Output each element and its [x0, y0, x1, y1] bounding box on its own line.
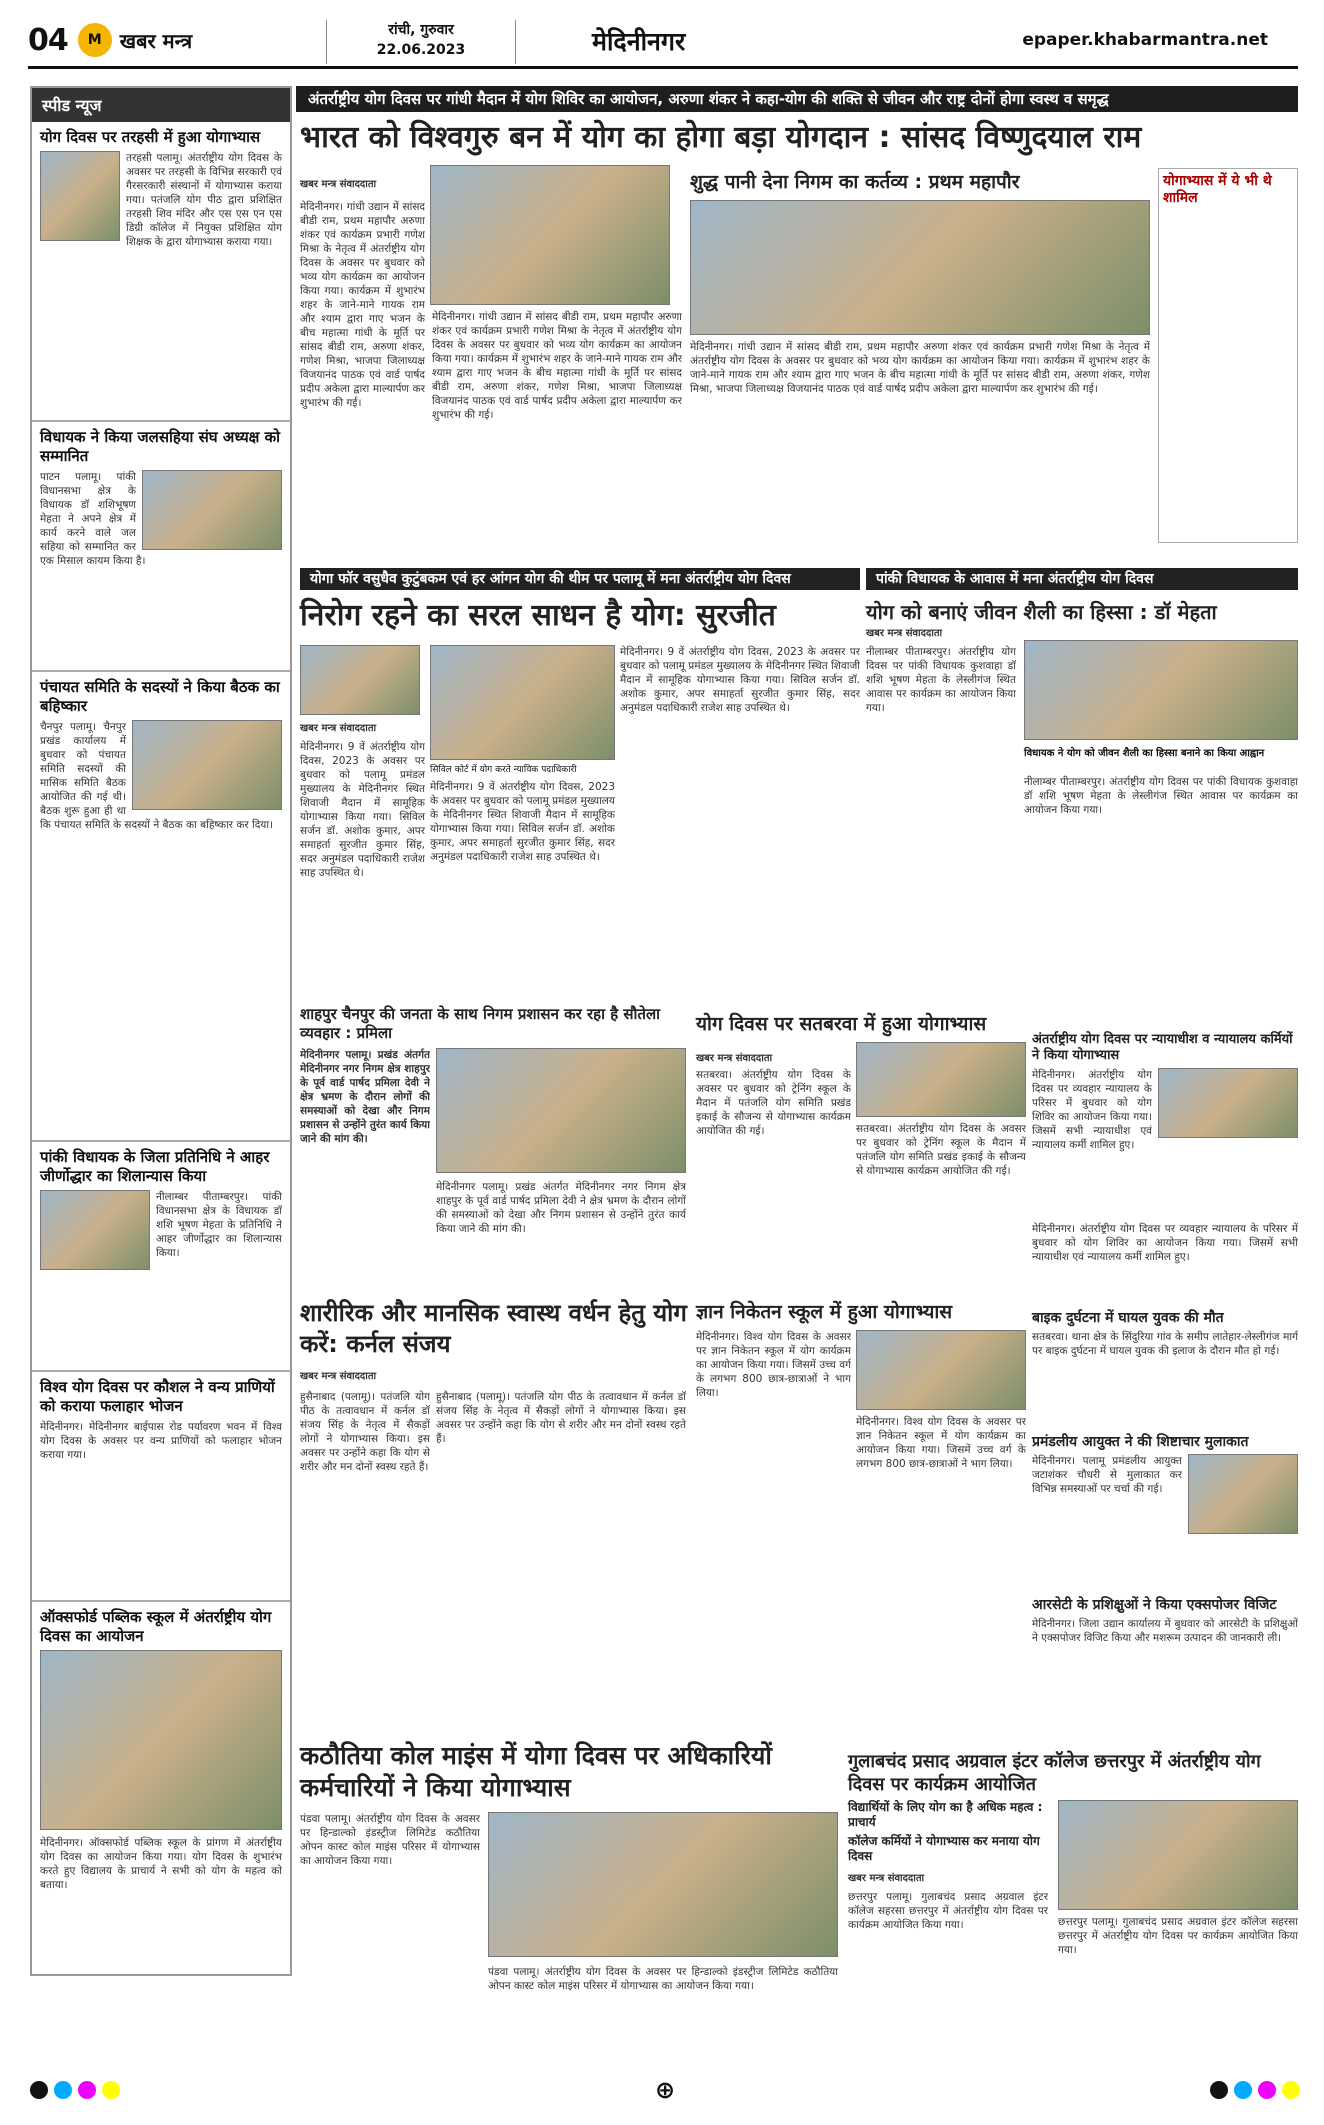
lead-headline: भारत को विश्वगुरु बन में योग का होगा बड़ा योगदान : सांसद विष्णुदयाल राम: [300, 120, 1142, 155]
lead-photo-right: [690, 200, 1150, 335]
story13-text-2: छत्तरपुर पलामू। गुलाबचंद प्रसाद अग्रवाल इंटर कॉलेज सहरसा छत्तरपुर में अंतर्राष्ट्रीय योग दिवस पर कार्यक्रम आयोजित किया गया।: [1058, 1916, 1298, 1956]
story4-text-2: मेदिनीनगर पलामू। प्रखंड अंतर्गत मेदिनीनगर नगर निगम क्षेत्र शाहपुर के पूर्व वार्ड पार्षद प्रमिला देवी ने क्षेत्र भ्रमण के दौरान लोगों की समस्याओं को देखा और निगम प्रशासन से उन्होंने तुरंत कार्य किया जाने की मांग की।: [436, 1181, 686, 1235]
story2-caption: सिविल कोर्ट में योग करते न्यायिक पदाधिकारी: [430, 765, 577, 775]
story6-headline: अंतर्राष्ट्रीय योग दिवस पर न्यायाधीश व न्यायालय कर्मियों ने किया योगाभ्यास: [1032, 1032, 1293, 1063]
story4-text: मेदिनीनगर पलामू। प्रखंड अंतर्गत मेदिनीनगर नगर निगम क्षेत्र शाहपुर के पूर्व वार्ड पार्षद प्रमिला देवी ने क्षेत्र भ्रमण के दौरान लोगों की समस्याओं को देखा और निगम प्रशासन से उन्होंने तुरंत कार्य किया जाने की मांग की।: [300, 1049, 430, 1145]
story9-headline: आरसेटी के प्रशिक्षुओं ने किया एक्सपोजर विजिट: [1032, 1597, 1277, 1613]
lead-byline: खबर मन्त्र संवाददाता: [300, 179, 377, 190]
cyan-dot-icon: [1234, 2081, 1252, 2099]
list-item: [32, 1372, 290, 1602]
sidebar-item-title: पंचायत समिति के सदस्यों ने किया बैठक का बहिष्कार: [40, 678, 280, 715]
story12-photo: [488, 1812, 838, 1957]
story11-headline: ज्ञान निकेतन स्कूल में हुआ योगाभ्यास: [696, 1301, 953, 1323]
story10-headline: शारीरिक और मानसिक स्वास्थ वर्धन हेतु योग करें: कर्नल संजय: [300, 1299, 687, 1358]
story6-photo: [1158, 1068, 1298, 1138]
story3-headline: योग को बनाएं जीवन शैली का हिस्सा : डॉ मेहता: [866, 600, 1217, 624]
story13-headline: गुलाबचंद प्रसाद अग्रवाल इंटर कॉलेज छत्तरपुर में अंतर्राष्ट्रीय योग दिवस पर कार्यक्रम आयोजित: [848, 1751, 1261, 1795]
sidebar-item-title: योग दिवस पर तरहसी में हुआ योगाभ्यास: [40, 128, 261, 146]
color-dots-left: [30, 2081, 120, 2099]
lead-text-2: मेदिनीनगर। गांधी उद्यान में सांसद बीडी राम, प्रथम महापौर अरुणा शंकर एवं कार्यक्रम प्रभारी गणेश मिश्रा के नेतृत्व में अंतर्राष्ट्रीय योग दिवस के अवसर पर बुधवार को भव्य योग कार्यक्रम का आयोजन किया गया। कार्यक्रम में शुभारंभ शहर के जाने-माने गायक राम और श्याम द्वारा गाए भजन के बीच महात्मा गांधी के मूर्ति पर सांसद बीडी राम, अरुणा शंकर, गणेश मिश्रा, भाजपा जिलाध्यक्ष विजयानंद पाठक एवं वार्ड पार्षद प्रदीप अकेला द्वारा माल्यार्पण कर शुभारंभ की गई।: [432, 311, 682, 421]
dateline-date: 22.06.2023: [376, 42, 466, 58]
side-box: [1158, 168, 1298, 543]
news-photo: [132, 720, 282, 810]
story12-text-2: पंडवा पलामू। अंतर्राष्ट्रीय योग दिवस के अवसर पर हिन्डाल्को इंडस्ट्रीज लिमिटेड कठौतिया ओपन कास्ट कोल माइंस परिसर में योगाभ्यास का आयोजन किया गया।: [488, 1966, 838, 1992]
header-rule: [28, 66, 1298, 69]
sidebar-item-text: तरहसी पलामू। अंतर्राष्ट्रीय योग दिवस के अवसर पर तरहसी के विभिन्न सरकारी एवं गैरसरकारी संस्थानों में योगाभ्यास कराया गया। पतंजलि योग पीठ द्वारा प्रशिक्षित तरहसी शिव मंदिर और एस एस एन एस डिग्री कॉलेज में नियुक्त प्रशिक्षित योग शिक्षक के द्वारा योगाभ्यास कराया गया।: [126, 152, 282, 248]
story5-text-2: सतबरवा। अंतर्राष्ट्रीय योग दिवस के अवसर पर बुधवार को ट्रेनिंग स्कूल के मैदान में पतंजलि योग समिति प्रखंड इकाई के सौजन्य से योगाभ्यास कार्यक्रम आयोजित की गई।: [856, 1123, 1026, 1177]
masthead: [28, 22, 324, 58]
story5-text: सतबरवा। अंतर्राष्ट्रीय योग दिवस के अवसर पर बुधवार को ट्रेनिंग स्कूल के मैदान में पतंजलि योग समिति प्रखंड इकाई के सौजन्य से योगाभ्यास कार्यक्रम आयोजित की गई।: [696, 1069, 851, 1137]
story11-text-2: मेदिनीनगर। विश्व योग दिवस के अवसर पर ज्ञान निकेतन स्कूल में योग कार्यक्रम का आयोजन किया गया। जिसमें उच्च वर्ग के लगभग 800 छात्र-छात्राओं ने भाग लिया।: [856, 1416, 1026, 1470]
story8-text: मेदिनीनगर। पलामू प्रमंडलीय आयुक्त जटाशंकर चौधरी से मुलाकात कर विभिन्न समस्याओं पर चर्चा की गई।: [1032, 1455, 1182, 1495]
epaper-link[interactable]: epaper.khabarmantra.net: [1022, 30, 1268, 50]
story10-text-2: हुसैनाबाद (पलामू)। पतंजलि योग पीठ के तत्वावधान में कर्नल डॉ संजय सिंह के नेतृत्व में सैकड़ों लोगों ने योगाभ्यास किया। इस अवसर पर उन्होंने कहा कि योग से शरीर और मन दोनों स्वस्थ रहते हैं।: [436, 1391, 686, 1445]
color-dots-right: [1210, 2081, 1300, 2099]
story2-byline: खबर मन्त्र संवाददाता: [300, 723, 377, 734]
story10-text: हुसैनाबाद (पलामू)। पतंजलि योग पीठ के तत्वावधान में कर्नल डॉ संजय सिंह के नेतृत्व में सैकड़ों लोगों ने योगाभ्यास किया। इस अवसर पर उन्होंने कहा कि योग से शरीर और मन दोनों स्वस्थ रहते हैं।: [300, 1391, 430, 1473]
lead-photo-left: [430, 165, 670, 305]
list-item: [32, 672, 290, 1142]
story7-headline: बाइक दुर्घटना में घायल युवक की मौत: [1032, 1310, 1224, 1326]
news-photo: [142, 470, 282, 550]
lead-text: मेदिनीनगर। गांधी उद्यान में सांसद बीडी राम, प्रथम महापौर अरुणा शंकर एवं कार्यक्रम प्रभारी गणेश मिश्रा के नेतृत्व में अंतर्राष्ट्रीय योग दिवस के अवसर पर बुधवार को भव्य योग कार्यक्रम का आयोजन किया गया। कार्यक्रम में शुभारंभ शहर के जाने-माने गायक राम और श्याम द्वारा गाए भजन के बीच महात्मा गांधी के मूर्ति पर सांसद बीडी राम, अरुणा शंकर, गणेश मिश्रा, भाजपा जिलाध्यक्ष विजयानंद पाठक एवं वार्ड पार्षद प्रदीप अकेला द्वारा माल्यार्पण कर शुभारंभ की गई।: [300, 201, 425, 409]
story12-headline: कठौतिया कोल माइंस में योगा दिवस पर अधिकारियों कर्मचारियों ने किया योगाभ्यास: [300, 1741, 772, 1802]
story13-byline: खबर मन्त्र संवाददाता: [848, 1873, 925, 1884]
paper-name: खबर मन्त्र: [119, 28, 193, 53]
cyan-dot-icon: [54, 2081, 72, 2099]
list-item: [32, 1142, 290, 1372]
story6-text-2: मेदिनीनगर। अंतर्राष्ट्रीय योग दिवस पर व्यवहार न्यायालय के परिसर में बुधवार को योग शिविर का आयोजन किया गया। जिसमें सभी न्यायाधीश एवं न्यायालय कर्मी शामिल हुए।: [1032, 1223, 1298, 1263]
story13-subhead2: कॉलेज कर्मियों ने योगाभ्यास कर मनाया योग दिवस: [848, 1834, 1040, 1863]
story5-photo: [856, 1042, 1026, 1117]
story2-photo: [430, 645, 615, 760]
sidebar-item-title: विधायक ने किया जलसहिया संघ अध्यक्ष को सम्मानित: [40, 428, 281, 465]
list-item: [32, 1602, 290, 1972]
registration-mark-icon: ⊕: [654, 2076, 676, 2104]
story12-text: पंडवा पलामू। अंतर्राष्ट्रीय योग दिवस के अवसर पर हिन्डाल्को इंडस्ट्रीज लिमिटेड कठौतिया ओपन कास्ट कोल माइंस परिसर में योगाभ्यास का आयोजन किया गया।: [300, 1813, 480, 1867]
story10-byline: खबर मन्त्र संवाददाता: [300, 1371, 377, 1382]
story2-headline: निरोग रहने का सरल साधन है योग: सुरजीत: [300, 598, 776, 633]
black-dot-icon: [1210, 2081, 1228, 2099]
yellow-dot-icon: [1282, 2081, 1300, 2099]
logo-icon: M: [78, 23, 112, 57]
magenta-dot-icon: [78, 2081, 96, 2099]
sidebar-item-text: पाटन पलामू। पांकी विधानसभा क्षेत्र के विधायक डॉ शशिभूषण मेहता ने अपने क्षेत्र में कार्य करने वाले जल सहिया को सम्मानित कर एक मिसाल कायम किया है।: [40, 471, 146, 567]
print-marks: [30, 2075, 1300, 2105]
sidebar-item-title: ऑक्सफोर्ड पब्लिक स्कूल में अंतर्राष्ट्रीय योग दिवस का आयोजन: [40, 1608, 272, 1645]
story5-byline: खबर मन्त्र संवाददाता: [696, 1053, 773, 1064]
story8-photo: [1188, 1454, 1298, 1534]
pankee-strip: पांकी विधायक के आवास में मना अंतर्राष्ट्रीय योग दिवस: [866, 568, 1298, 590]
story3-text: नीलाम्बर पीताम्बरपुर। अंतर्राष्ट्रीय योग दिवस पर पांकी विधायक कुशवाहा डॉ शशि भूषण मेहता के लेस्लीगंज स्थित आवास पर कार्यक्रम का आयोजन किया गया।: [866, 646, 1016, 714]
lead-text-3: मेदिनीनगर। गांधी उद्यान में सांसद बीडी राम, प्रथम महापौर अरुणा शंकर एवं कार्यक्रम प्रभारी गणेश मिश्रा के नेतृत्व में अंतर्राष्ट्रीय योग दिवस के अवसर पर बुधवार को भव्य योग कार्यक्रम का आयोजन किया गया। कार्यक्रम में शुभारंभ शहर के जाने-माने गायक राम और श्याम द्वारा गाए भजन के बीच महात्मा गांधी के मूर्ति पर सांसद बीडी राम, अरुणा शंकर, गणेश मिश्रा, भाजपा जिलाध्यक्ष विजयानंद पाठक एवं वार्ड पार्षद प्रदीप अकेला द्वारा माल्यार्पण कर शुभारंभ की गई।: [690, 341, 1150, 395]
news-photo: [40, 151, 120, 241]
story2-thumb: [300, 645, 420, 715]
story9-text: मेदिनीनगर। जिला उद्यान कार्यालय में बुधवार को आरसेटी के प्रशिक्षुओं ने एक्सपोजर विजिट किया और मशरूम उत्पादन की जानकारी ली।: [1032, 1618, 1298, 1644]
theme-strip: योगा फॉर वसुधैव कुटुंबकम एवं हर आंगन योग की थीम पर पलामू में मना अंतर्राष्ट्रीय योग दिवस: [300, 568, 860, 590]
story13-subhead: विद्यार्थियों के लिए योग का है अधिक महत्व : प्राचार्य: [848, 1800, 1043, 1829]
magenta-dot-icon: [1258, 2081, 1276, 2099]
dateline: [326, 20, 516, 64]
list-item: [32, 422, 290, 672]
story3-photo: [1024, 640, 1298, 740]
top-strip: अंतर्राष्ट्रीय योग दिवस पर गांधी मैदान में योग शिविर का आयोजन, अरुणा शंकर ने कहा-योग की शक्ति से जीवन और राष्ट्र दोनों होगा स्वस्थ व समृद्ध: [296, 86, 1298, 112]
yellow-dot-icon: [102, 2081, 120, 2099]
sidebar-item-text: चैनपुर पलामू। चैनपुर प्रखंड कार्यालय में बुधवार को पंचायत समिति सदस्यों की मासिक समिति बैठक आयोजित की गई थी। बैठक शुरू हुआ ही था कि पंचायत समिति के सदस्यों ने बैठक का बहिष्कार कर दिया।: [40, 721, 274, 831]
side-box-title: योगाभ्यास में ये भी थे शामिल: [1163, 173, 1272, 206]
story3-text-2: नीलाम्बर पीताम्बरपुर। अंतर्राष्ट्रीय योग दिवस पर पांकी विधायक कुशवाहा डॉ शशि भूषण मेहता के लेस्लीगंज स्थित आवास पर कार्यक्रम का आयोजन किया गया।: [1024, 776, 1298, 816]
news-photo: [40, 1190, 150, 1270]
story4-photo: [436, 1048, 686, 1173]
edition-title: मेदिनीनगर: [592, 27, 686, 56]
sidebar-item-text: नीलाम्बर पीताम्बरपुर। पांकी विधानसभा क्षेत्र के विधायक डॉ शशि भूषण मेहता के प्रतिनिधि ने आहर जीर्णोद्धार का शिलान्यास किया।: [156, 1191, 282, 1259]
dateline-city-day: रांची, गुरुवार: [388, 22, 454, 38]
story5-headline: योग दिवस पर सतबरवा में हुआ योगाभ्यास: [696, 1013, 987, 1035]
story2-text-3: मेदिनीनगर। 9 वें अंतर्राष्ट्रीय योग दिवस, 2023 के अवसर पर बुधवार को पलामू प्रमंडल मुख्यालय के मेदिनीनगर स्थित शिवाजी मैदान में सामूहिक योगाभ्यास किया गया। सिविल सर्जन डॉ. अशोक कुमार, अपर समाहर्ता सुरजीत कुमार सिंह, सदर अनुमंडल पदाधिकारी राजेश साह उपस्थित थे।: [620, 646, 860, 714]
story11-text: मेदिनीनगर। विश्व योग दिवस के अवसर पर ज्ञान निकेतन स्कूल में योग कार्यक्रम का आयोजन किया गया। जिसमें उच्च वर्ग के लगभग 800 छात्र-छात्राओं ने भाग लिया।: [696, 1331, 851, 1399]
story6-text: मेदिनीनगर। अंतर्राष्ट्रीय योग दिवस पर व्यवहार न्यायालय के परिसर में बुधवार को योग शिविर का आयोजन किया गया। जिसमें सभी न्यायाधीश एवं न्यायालय कर्मी शामिल हुए।: [1032, 1069, 1152, 1151]
story4-headline: शाहपुर चैनपुर की जनता के साथ निगम प्रशासन कर रहा है सौतेला व्यवहार : प्रमिला: [300, 1005, 661, 1042]
story3-caption: विधायक ने योग को जीवन शैली का हिस्सा बनाने का किया आह्वान: [1024, 748, 1265, 759]
story8-headline: प्रमंडलीय आयुक्त ने की शिष्टाचार मुलाकात: [1032, 1434, 1249, 1450]
list-item: [32, 122, 290, 422]
story11-photo: [856, 1330, 1026, 1410]
black-dot-icon: [30, 2081, 48, 2099]
news-photo: [40, 1650, 282, 1830]
sidebar-item-title: पांकी विधायक के जिला प्रतिनिधि ने आहर जीर्णोद्धार का शिलान्यास किया: [40, 1148, 270, 1185]
story2-text: मेदिनीनगर। 9 वें अंतर्राष्ट्रीय योग दिवस, 2023 के अवसर पर बुधवार को पलामू प्रमंडल मुख्यालय के मेदिनीनगर स्थित शिवाजी मैदान में सामूहिक योगाभ्यास किया गया। सिविल सर्जन डॉ. अशोक कुमार, अपर समाहर्ता सुरजीत कुमार सिंह, सदर अनुमंडल पदाधिकारी राजेश साह उपस्थित थे।: [300, 741, 425, 879]
speed-news-sidebar: [30, 86, 292, 1976]
sidebar-item-text: मेदिनीनगर। मेदिनीनगर बाईपास रोड पर्यावरण भवन में विश्व योग दिवस के अवसर पर वन्य प्राणियों को फलाहार भोजन कराया गया।: [40, 1421, 282, 1461]
page-number: 04: [28, 22, 68, 58]
sidebar-heading: स्पीड न्यूज: [32, 88, 290, 122]
story7-text: सतबरवा। थाना क्षेत्र के सिंदुरिया गांव के समीप लातेहार-लेस्लीगंज मार्ग पर बाइक दुर्घटना में घायल युवक की इलाज के दौरान मौत हो गई।: [1032, 1331, 1298, 1357]
lead-subhead: शुद्ध पानी देना निगम का कर्तव्य : प्रथम महापौर: [690, 171, 1020, 193]
story2-text-2: मेदिनीनगर। 9 वें अंतर्राष्ट्रीय योग दिवस, 2023 के अवसर पर बुधवार को पलामू प्रमंडल मुख्यालय के मेदिनीनगर स्थित शिवाजी मैदान में सामूहिक योगाभ्यास किया गया। सिविल सर्जन डॉ. अशोक कुमार, अपर समाहर्ता सुरजीत कुमार सिंह, सदर अनुमंडल पदाधिकारी राजेश साह उपस्थित थे।: [430, 781, 615, 863]
sidebar-item-title: विश्व योग दिवस पर कौशल ने वन्य प्राणियों को कराया फलाहार भोजन: [40, 1378, 275, 1415]
sidebar-item-text: मेदिनीनगर। ऑक्सफोर्ड पब्लिक स्कूल के प्रांगण में अंतर्राष्ट्रीय योग दिवस का आयोजन किया गया। योग दिवस के शुभारंभ करते हुए विद्यालय के प्राचार्य ने सभी को योग के महत्व को बताया।: [40, 1837, 282, 1891]
story13-text: छत्तरपुर पलामू। गुलाबचंद प्रसाद अग्रवाल इंटर कॉलेज सहरसा छत्तरपुर में अंतर्राष्ट्रीय योग दिवस पर कार्यक्रम आयोजित किया गया।: [848, 1891, 1048, 1931]
story3-byline: खबर मन्त्र संवाददाता: [866, 628, 943, 639]
story13-photo: [1058, 1800, 1298, 1910]
